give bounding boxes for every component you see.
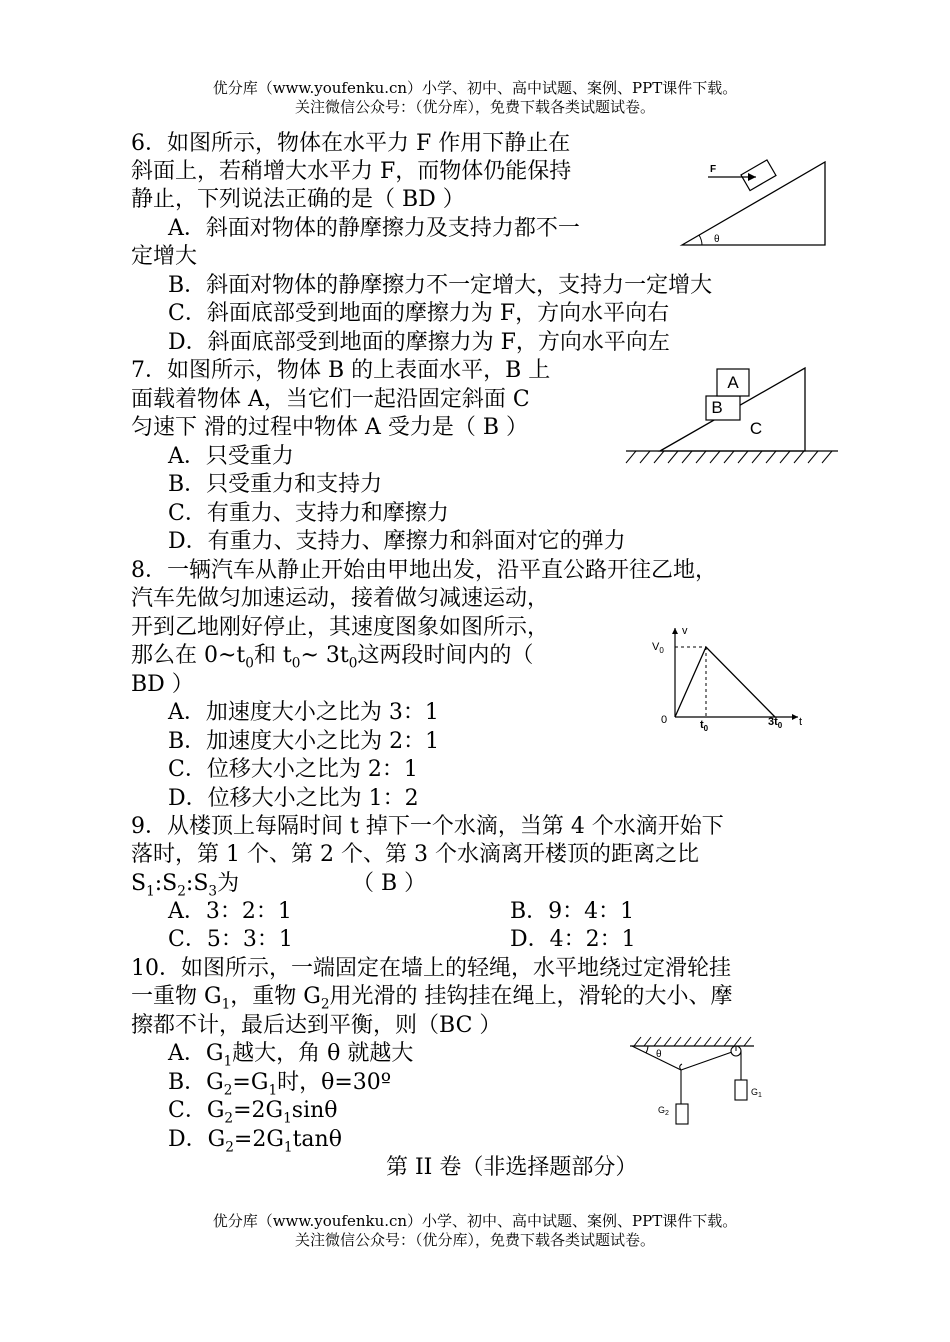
q9-answer: （ B ） [352,871,427,896]
q7-stem-2: 面载着物体 A，当它们一起沿固定斜面 C [131,387,530,412]
q10-fig-g1-sub: 1 [758,1092,762,1099]
q6-fig-theta-label: θ [714,234,720,245]
q9-stem-2: 落时，第 1 个、第 2 个、第 3 个水滴离开楼顶的距离之比 [131,842,699,867]
q10-stem-2 [131,983,733,1011]
q10-opt-part: tanθ [292,1127,342,1152]
q8-fig-v-label: v [682,625,688,637]
header-line-2: 关注微信公众号：（优分库），免费下载各类试题试卷。 [294,98,655,116]
q10-sub: 2 [224,1110,234,1127]
q10-opt-part: A．G [168,1041,224,1066]
q7-incline-figure [622,360,844,470]
q10-sub: 1 [283,1110,292,1127]
q9-option-c: C．5：3：1 [168,927,293,952]
q10-stem-2-part: ，重物 G [230,984,321,1009]
q10-opt-part: =2G [233,1098,284,1123]
q7-stem-3: 匀速下 滑的过程中物体 A 受力是（ B ） [131,415,529,440]
q6-stem-3: 静止，下列说法正确的是（ BD ） [131,187,465,212]
q7-option-c: C．有重力、支持力和摩擦力 [168,501,449,526]
q10-stem-3: 擦都不计，最后达到平衡，则（BC ） [131,1013,502,1038]
header-line-1: 优分库（www.youfenku.cn）小学、初中、高中试题、案例、PPT课件下载。 [212,79,738,97]
q8-fig-v0-main: V [652,641,660,653]
q7-fig-block-b-label: B [711,398,723,417]
q9-sub: 1 [146,883,155,900]
q9-option-a: A．3：2：1 [168,899,292,924]
q8-fig-t-axis-label: t [799,716,803,728]
q6-option-d: D．斜面底部受到地面的摩擦力为 F，方向水平向左 [168,330,670,355]
q7-option-b: B．只受重力和支持力 [168,472,383,497]
q8-fig-3t0-sub: 0 [777,721,783,730]
q6-fig-f-label: F [710,164,717,175]
q8-stem-3: 开到乙地刚好停止，其速度图象如图所示， [131,615,550,640]
q10-option-b [168,1069,391,1097]
q10-fig-theta-label: θ [656,1049,662,1060]
q9-stem-1: 9．从楼顶上每隔时间 t 掉下一个水滴，当第 4 个水滴开始下 [131,814,724,839]
q6-option-c: C．斜面底部受到地面的摩擦力为 F，方向水平向右 [168,301,670,326]
q9-stem-3-part: S [131,871,147,896]
q10-stem-1: 10．如图所示，一端固定在墙上的轻绳，水平地绕过定滑轮挂 [131,956,731,981]
q9-stem-3 [131,870,239,898]
q8-fig-origin-label: 0 [661,714,668,726]
q8-fig-v0-sub: 0 [659,646,664,655]
section-2-heading: 第 II 卷（非选择题部分） [386,1155,638,1180]
q10-sub: 2 [320,996,330,1013]
q10-opt-part: =2G [233,1127,284,1152]
q8-stem-4-part: 那么在 0~t [131,643,246,668]
q7-option-d: D．有重力、支持力、摩擦力和斜面对它的弹力 [168,529,626,554]
q6-stem-2: 斜面上，若稍增大水平力 F，而物体仍能保持 [131,159,572,184]
q8-stem-1: 8．一辆汽车从静止开始由甲地出发，沿平直公路开往乙地， [131,558,717,583]
q8-option-b: B．加速度大小之比为 2：1 [168,729,440,754]
q10-pulley-figure [624,1032,764,1132]
q9-stem-3-part: :S [154,871,178,896]
q10-fig-g2-main: G [658,1105,666,1115]
q8-option-a: A．加速度大小之比为 3：1 [168,700,439,725]
q10-fig-g2-label [658,1105,669,1117]
q8-option-c: C．位移大小之比为 2：1 [168,757,418,782]
q10-sub: 1 [268,1082,278,1099]
q6-stem-1: 6．如图所示，物体在水平力 F 作用下静止在 [131,131,571,156]
q8-stem-4-part: 和 t [253,643,292,668]
q7-option-a: A．只受重力 [168,444,294,469]
q10-sub: 1 [283,1139,293,1156]
q6-option-a-cont: 定增大 [131,244,198,269]
q9-stem-3-part: :S [185,871,209,896]
q10-opt-part: B．G [168,1070,224,1095]
q10-fig-g2-sub: 2 [665,1110,669,1117]
q10-sub: 1 [223,1053,233,1070]
q8-stem-2: 汽车先做匀加速运动，接着做匀减速运动， [131,586,550,611]
q10-opt-part: 时，θ=30º [277,1070,392,1095]
q10-option-a [168,1040,413,1068]
q8-stem-5: BD ） [131,672,194,697]
q9-option-b: B．9：4：1 [510,899,635,924]
q10-stem-2-part: 一重物 G [131,984,222,1009]
q10-fig-g1-main: G [751,1087,759,1097]
q8-fig-3t0-main: 3t [768,716,778,728]
q6-option-b: B．斜面对物体的静摩擦力不一定增大，支持力一定增大 [168,273,713,298]
q8-velocity-time-graph [648,620,813,735]
q8-sub: 0 [245,655,254,672]
q9-stem-3-part: 为 [217,871,240,896]
q10-option-c [168,1097,338,1125]
q8-sub: 0 [291,655,301,672]
q10-opt-part: =G [232,1070,269,1095]
q10-stem-2-part: 用光滑的 挂钩挂在绳上，滑轮的大小、摩 [329,984,733,1009]
q8-fig-t0-sub: 0 [703,724,709,733]
footer-line-1: 优分库（www.youfenku.cn）小学、初中、高中试题、案例、PPT课件下载。 [212,1212,738,1230]
q7-fig-block-a-label: A [727,373,739,392]
q10-fig-g1-label [751,1087,762,1099]
q10-sub: 2 [223,1082,233,1099]
q8-stem-4 [131,642,533,670]
q10-opt-part: 越大，角 θ 就越大 [232,1041,414,1066]
q10-opt-part: C．G [168,1098,225,1123]
q7-fig-block-c-label: C [749,419,763,438]
q6-incline-figure [670,150,840,255]
q10-opt-part: sinθ [291,1098,338,1123]
footer-line-2: 关注微信公众号：（优分库），免费下载各类试题试卷。 [294,1231,655,1249]
q9-sub: 2 [177,883,186,900]
q10-opt-part: D．G [168,1127,226,1152]
q10-sub: 2 [225,1139,234,1156]
q8-fig-t0-label [700,719,709,733]
q8-fig-v0-label [652,641,664,655]
q10-option-d [168,1126,342,1154]
q8-stem-4-part: 这两段时间内的（ [357,643,534,668]
q9-option-d: D．4：2：1 [510,927,636,952]
q8-fig-t0-main: t [700,719,704,731]
q8-option-d: D．位移大小之比为 1：2 [168,786,419,811]
q7-stem-1: 7．如图所示，物体 B 的上表面水平，B 上 [131,358,551,383]
q10-sub: 1 [221,996,231,1013]
q8-fig-3t0-label [768,716,783,730]
q8-stem-4-part: ~ 3t [300,643,349,668]
q6-option-a: A．斜面对物体的静摩擦力及支持力都不一 [168,216,580,241]
q9-sub: 3 [208,883,218,900]
q8-sub: 0 [348,655,358,672]
